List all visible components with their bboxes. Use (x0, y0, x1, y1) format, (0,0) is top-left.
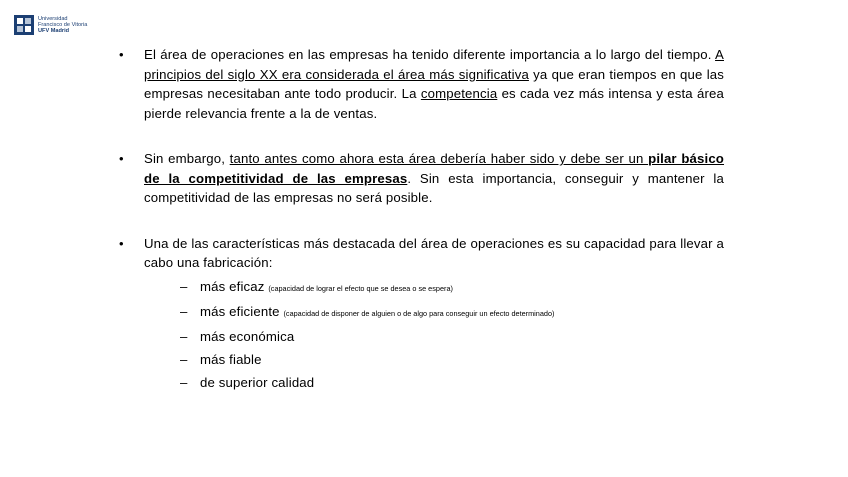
sub-list (144, 275, 724, 394)
underlined-phrase: tanto antes como ahora esta área debería haber sido y debe ser un (229, 151, 649, 166)
bullet-manufacturing-capacity: • Una de las características más destacada del área de operaciones es su capacidad para llevar a cabo una fabricación: – más eficaz (capacidad de lograr el efecto que se desea o se espera) – más eficiente (capacidad de disponer de alguien o de algo para conseguir un efecto determinado) – más económica – más fiable – de superior calidad (116, 234, 724, 394)
logo-mark-icon (14, 15, 34, 35)
bullet-competitiveness-pillar: • Sin embargo, tanto antes como ahora esta área debería haber sido y debe ser un pilar básico de la competitividad de las empresas. Sin esta importancia, conseguir y mantener la competitividad de las empresas no será posible. (116, 149, 724, 208)
logo-line-1: Universidad (38, 16, 68, 22)
bullet-operations-history: • El área de operaciones en las empresas ha tenido diferente importancia a lo largo del tiempo. A principios del siglo XX era considerada el área más significativa ya que eran tiempos en que las empresas necesitaban ante todo producir. La competencia es cada vez más intensa y esta área pierde relevancia frente a la de ventas. (116, 45, 724, 123)
sub-item-note: (capacidad de disponer de alguien o de algo para conseguir un efecto determinado) (283, 308, 555, 318)
underlined-phrase: A principios del siglo XX era considerada el área más significativa (144, 47, 724, 82)
bold-underlined-phrase: pilar básico de la competitividad de las empresas (144, 151, 725, 186)
logo-text (38, 16, 87, 34)
university-logo (14, 14, 112, 36)
logo-line-2: Francisco de Vitoria (38, 22, 88, 28)
logo-line-3: UFV Madrid (38, 28, 70, 34)
slide-content (116, 45, 724, 394)
sub-item-economica: – más económica (144, 325, 724, 348)
sub-item-calidad: – de superior calidad (144, 371, 724, 394)
sub-item-eficiente: – más eficiente (capacidad de disponer de alguien o de algo para conseguir un efecto determinado) (144, 300, 724, 325)
sub-item-note: (capacidad de lograr el efecto que se desea o se espera) (268, 283, 453, 293)
sub-item-eficaz: – más eficaz (capacidad de lograr el efecto que se desea o se espera) (144, 275, 724, 300)
sub-item-fiable: – más fiable (144, 348, 724, 371)
underlined-word-competencia: competencia (420, 86, 498, 101)
